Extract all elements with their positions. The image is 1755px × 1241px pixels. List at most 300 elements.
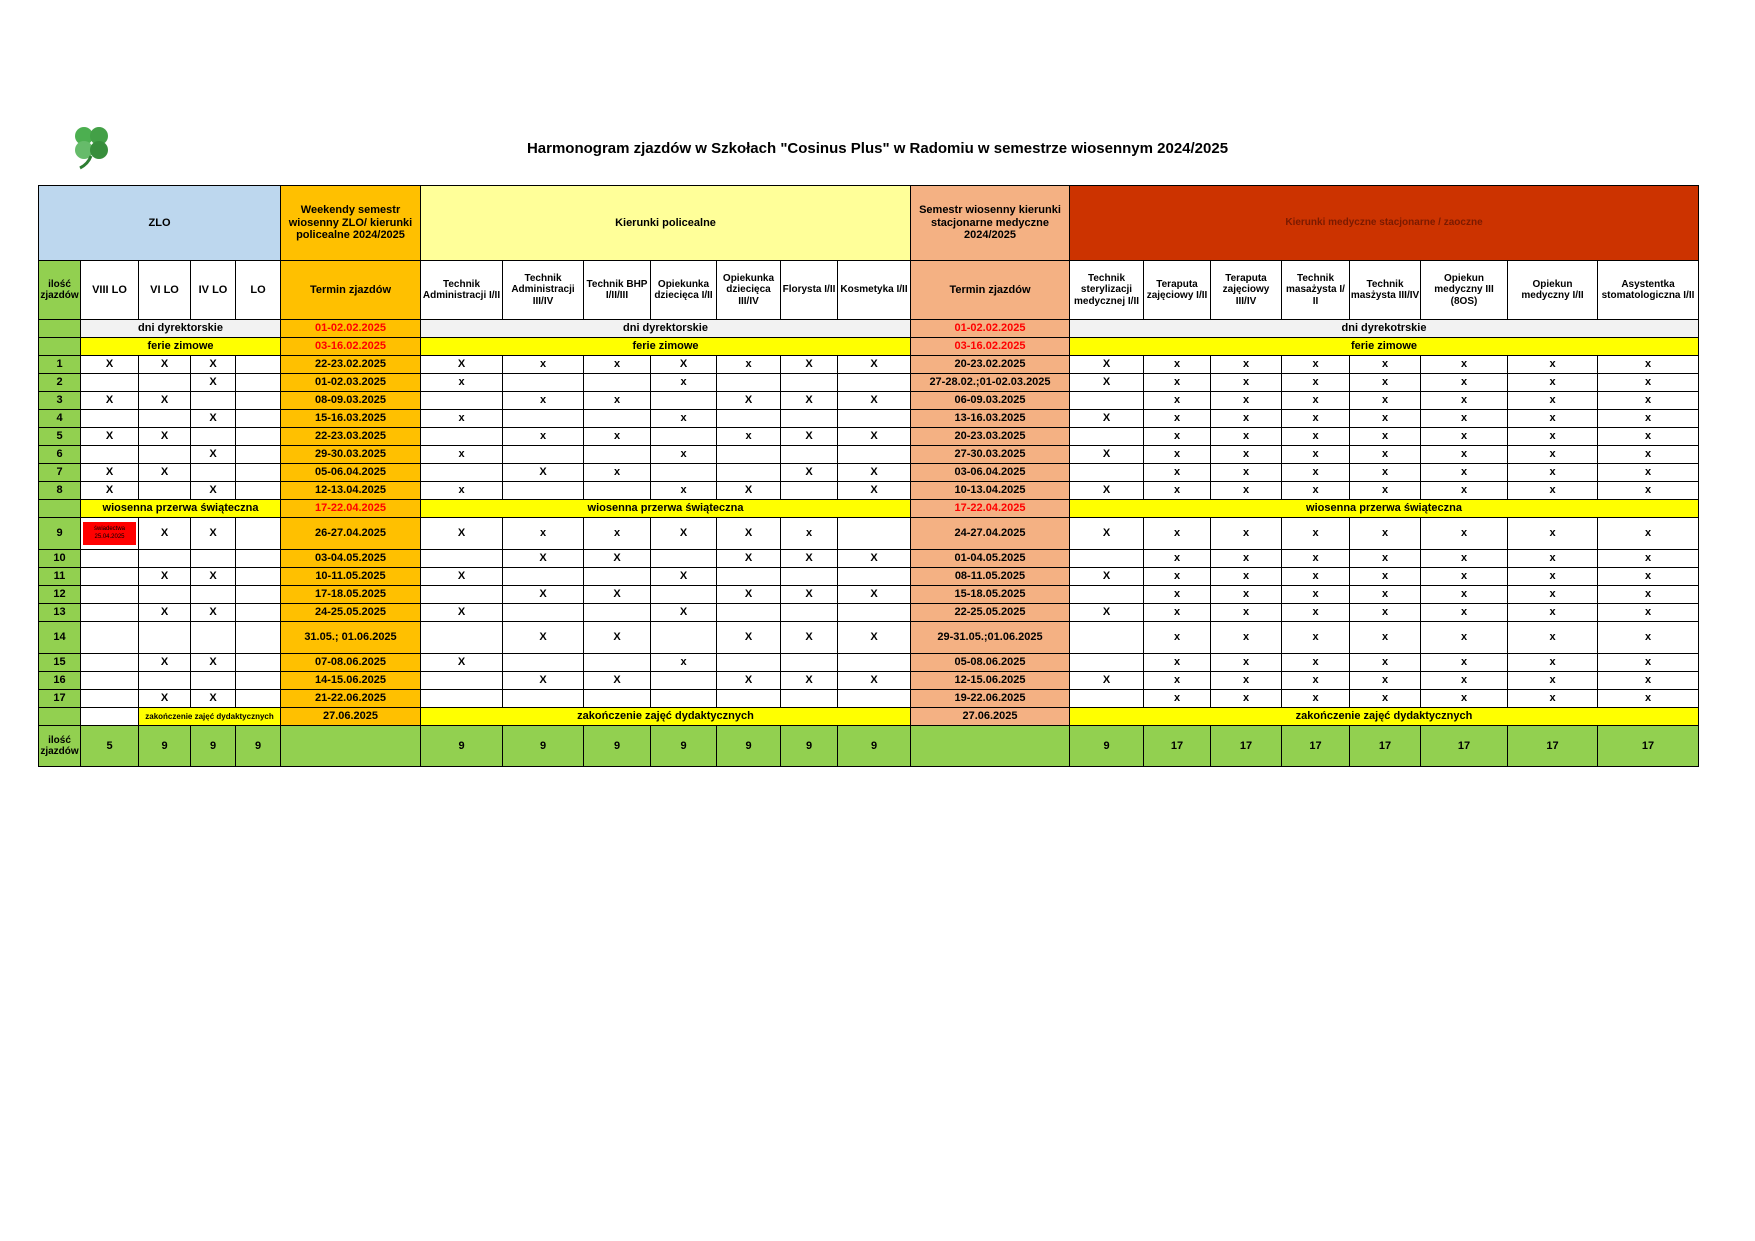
medyczne-mark-cell: x <box>1598 690 1699 708</box>
medyczne-mark-cell: x <box>1598 672 1699 690</box>
header-medyczne-col: Technik masażysta I/ II <box>1282 261 1350 320</box>
medyczne-mark-cell: x <box>1144 482 1211 500</box>
zlo-mark-cell: X <box>139 654 191 672</box>
policealne-mark-cell: x <box>503 518 584 550</box>
zlo-mark-cell <box>236 690 281 708</box>
policealne-mark-cell: X <box>838 586 911 604</box>
policealne-mark-cell: X <box>717 550 781 568</box>
policealne-mark-cell: X <box>717 518 781 550</box>
header-zlo: ZLO <box>39 186 281 261</box>
policealne-mark-cell <box>717 374 781 392</box>
row-number-cell: 1 <box>39 356 81 374</box>
termin-date-cell: 14-15.06.2025 <box>281 672 421 690</box>
special-row <box>39 500 1699 518</box>
header-medyczne-col: Asystentka stomatologiczna I/II <box>1598 261 1699 320</box>
policealne-mark-cell <box>717 464 781 482</box>
policealne-mark-cell: x <box>584 518 651 550</box>
medyczne-mark-cell: x <box>1350 356 1421 374</box>
special-date: 17-22.04.2025 <box>281 500 421 518</box>
policealne-mark-cell <box>651 428 717 446</box>
header-medyczne: Kierunki medyczne stacjonarne / zaoczne <box>1070 186 1699 261</box>
policealne-mark-cell <box>421 464 503 482</box>
special-label-zlo: zakończenie zajęć dydaktycznych <box>139 708 281 726</box>
zlo-mark-cell <box>236 672 281 690</box>
medyczne-mark-cell: x <box>1350 690 1421 708</box>
zlo-mark-cell <box>236 604 281 622</box>
row-number-cell: 8 <box>39 482 81 500</box>
medyczne-mark-cell: x <box>1282 550 1350 568</box>
medyczne-mark-cell <box>1070 428 1144 446</box>
policealne-mark-cell <box>838 410 911 428</box>
zlo-mark-cell: X <box>139 690 191 708</box>
medyczne-mark-cell: x <box>1144 586 1211 604</box>
zlo-mark-cell <box>236 446 281 464</box>
medyczne-mark-cell: x <box>1421 464 1508 482</box>
medyczne-mark-cell: x <box>1211 410 1282 428</box>
medyczne-mark-cell: x <box>1282 586 1350 604</box>
zlo-mark-cell <box>139 374 191 392</box>
header-policealne-col: Technik BHP I/II/III <box>584 261 651 320</box>
medyczne-mark-cell: x <box>1508 446 1598 464</box>
table-row <box>39 622 1699 654</box>
medyczne-mark-cell: x <box>1144 446 1211 464</box>
policealne-mark-cell <box>503 374 584 392</box>
medyczne-mark-cell: x <box>1508 518 1598 550</box>
header-termin-zjazdow: Termin zjazdów <box>281 261 421 320</box>
termin-date-med-cell: 22-25.05.2025 <box>911 604 1070 622</box>
row-number-cell: 16 <box>39 672 81 690</box>
zlo-mark-cell <box>81 586 139 604</box>
table-row <box>39 428 1699 446</box>
medyczne-mark-cell: x <box>1421 410 1508 428</box>
zlo-mark-cell <box>139 482 191 500</box>
policealne-mark-cell <box>838 604 911 622</box>
termin-date-med-cell: 27-30.03.2025 <box>911 446 1070 464</box>
row-number-cell: 4 <box>39 410 81 428</box>
medyczne-mark-cell: X <box>1070 518 1144 550</box>
medyczne-mark-cell: x <box>1144 604 1211 622</box>
medyczne-mark-cell: x <box>1598 446 1699 464</box>
table-row <box>39 690 1699 708</box>
policealne-mark-cell: x <box>503 428 584 446</box>
medyczne-mark-cell: x <box>1211 446 1282 464</box>
termin-date-cell: 24-25.05.2025 <box>281 604 421 622</box>
policealne-mark-cell <box>421 672 503 690</box>
medyczne-mark-cell: x <box>1211 622 1282 654</box>
policealne-mark-cell: X <box>838 356 911 374</box>
row-number-cell: 15 <box>39 654 81 672</box>
header-medyczne-col: Technik masżysta III/IV <box>1350 261 1421 320</box>
medyczne-mark-cell: x <box>1598 464 1699 482</box>
zlo-mark-cell <box>236 392 281 410</box>
medyczne-mark-cell: X <box>1070 482 1144 500</box>
policealne-mark-cell <box>838 446 911 464</box>
zlo-mark-cell: X <box>139 356 191 374</box>
medyczne-mark-cell: x <box>1350 604 1421 622</box>
total-medyczne-cell: 17 <box>1144 726 1211 767</box>
zlo-mark-cell: X <box>191 568 236 586</box>
policealne-mark-cell <box>421 550 503 568</box>
medyczne-mark-cell: x <box>1211 568 1282 586</box>
medyczne-mark-cell: x <box>1211 550 1282 568</box>
policealne-mark-cell <box>717 446 781 464</box>
medyczne-mark-cell: x <box>1282 568 1350 586</box>
termin-date-med-cell: 20-23.02.2025 <box>911 356 1070 374</box>
medyczne-mark-cell: x <box>1598 654 1699 672</box>
medyczne-mark-cell: x <box>1508 550 1598 568</box>
zlo-mark-cell: X <box>139 464 191 482</box>
special-row <box>39 320 1699 338</box>
medyczne-mark-cell <box>1070 464 1144 482</box>
policealne-mark-cell: X <box>781 356 838 374</box>
medyczne-mark-cell: x <box>1598 622 1699 654</box>
policealne-mark-cell: x <box>421 410 503 428</box>
medyczne-mark-cell: x <box>1421 622 1508 654</box>
medyczne-mark-cell: x <box>1282 672 1350 690</box>
medyczne-mark-cell: x <box>1144 654 1211 672</box>
medyczne-mark-cell: x <box>1508 428 1598 446</box>
policealne-mark-cell: X <box>503 586 584 604</box>
medyczne-mark-cell: x <box>1282 428 1350 446</box>
policealne-mark-cell: X <box>717 622 781 654</box>
medyczne-mark-cell: x <box>1211 392 1282 410</box>
policealne-mark-cell <box>838 690 911 708</box>
policealne-mark-cell: x <box>584 356 651 374</box>
policealne-mark-cell: x <box>651 374 717 392</box>
zlo-mark-cell <box>139 672 191 690</box>
policealne-mark-cell <box>584 604 651 622</box>
medyczne-mark-cell: X <box>1070 374 1144 392</box>
zlo-mark-cell: X <box>139 428 191 446</box>
termin-date-cell: 07-08.06.2025 <box>281 654 421 672</box>
certificate-note: świadectwa 25.04.2025 <box>83 522 136 546</box>
policealne-mark-cell <box>503 690 584 708</box>
termin-date-med-cell: 24-27.04.2025 <box>911 518 1070 550</box>
policealne-mark-cell <box>584 482 651 500</box>
policealne-mark-cell <box>651 586 717 604</box>
zlo-mark-cell <box>81 410 139 428</box>
termin-date-cell: 21-22.06.2025 <box>281 690 421 708</box>
row-number-cell <box>39 500 81 518</box>
medyczne-mark-cell: x <box>1144 690 1211 708</box>
row-number-cell <box>39 320 81 338</box>
medyczne-mark-cell: x <box>1421 374 1508 392</box>
medyczne-mark-cell: x <box>1282 392 1350 410</box>
policealne-mark-cell <box>584 568 651 586</box>
special-date: 27.06.2025 <box>281 708 421 726</box>
special-label-policealne: ferie zimowe <box>421 338 911 356</box>
row-number-cell: 6 <box>39 446 81 464</box>
total-medyczne-cell: 17 <box>1282 726 1350 767</box>
policealne-mark-cell: X <box>781 672 838 690</box>
medyczne-mark-cell: X <box>1070 568 1144 586</box>
medyczne-mark-cell: x <box>1421 654 1508 672</box>
special-label-medyczne: wiosenna przerwa świąteczna <box>1070 500 1699 518</box>
policealne-mark-cell: X <box>651 604 717 622</box>
zlo-mark-cell <box>81 622 139 654</box>
table-row <box>39 446 1699 464</box>
header-semestr-medyczne: Semestr wiosenny kierunki stacjonarne medyczne 2024/2025 <box>911 186 1070 261</box>
medyczne-mark-cell: x <box>1144 374 1211 392</box>
zlo-mark-cell: X <box>191 518 236 550</box>
row-number-cell: 13 <box>39 604 81 622</box>
policealne-mark-cell: X <box>503 550 584 568</box>
termin-date-med-cell: 03-06.04.2025 <box>911 464 1070 482</box>
termin-date-cell: 05-06.04.2025 <box>281 464 421 482</box>
policealne-mark-cell <box>503 654 584 672</box>
termin-date-med-cell: 06-09.03.2025 <box>911 392 1070 410</box>
medyczne-mark-cell <box>1070 690 1144 708</box>
medyczne-mark-cell: x <box>1282 622 1350 654</box>
table-row <box>39 410 1699 428</box>
policealne-mark-cell: x <box>651 446 717 464</box>
special-label-medyczne: dni dyrekotrskie <box>1070 320 1699 338</box>
policealne-mark-cell <box>503 446 584 464</box>
policealne-mark-cell <box>651 622 717 654</box>
zlo-mark-cell <box>139 410 191 428</box>
medyczne-mark-cell: x <box>1282 482 1350 500</box>
zlo-mark-cell <box>81 654 139 672</box>
policealne-mark-cell: X <box>651 356 717 374</box>
medyczne-mark-cell: x <box>1282 374 1350 392</box>
termin-date-cell: 08-09.03.2025 <box>281 392 421 410</box>
medyczne-mark-cell: x <box>1598 604 1699 622</box>
medyczne-mark-cell: x <box>1282 410 1350 428</box>
header-medyczne-col: Technik sterylizacji medycznej I/II <box>1070 261 1144 320</box>
medyczne-mark-cell: x <box>1211 586 1282 604</box>
policealne-mark-cell: X <box>838 550 911 568</box>
policealne-mark-cell <box>781 482 838 500</box>
termin-date-med-cell: 27-28.02.;01-02.03.2025 <box>911 374 1070 392</box>
header-weekendy: Weekendy semestr wiosenny ZLO/ kierunki policealne 2024/2025 <box>281 186 421 261</box>
total-medyczne-cell: 17 <box>1508 726 1598 767</box>
table-row <box>39 356 1699 374</box>
medyczne-mark-cell: x <box>1598 428 1699 446</box>
total-policealne-cell: 9 <box>781 726 838 767</box>
row-number-cell: 3 <box>39 392 81 410</box>
policealne-mark-cell <box>584 410 651 428</box>
medyczne-mark-cell: X <box>1070 410 1144 428</box>
termin-date-med-cell: 29-31.05.;01.06.2025 <box>911 622 1070 654</box>
total-policealne-cell: 9 <box>584 726 651 767</box>
zlo-mark-cell <box>139 622 191 654</box>
policealne-mark-cell <box>651 690 717 708</box>
termin-date-cell: 17-18.05.2025 <box>281 586 421 604</box>
zlo-mark-cell <box>236 586 281 604</box>
medyczne-mark-cell: x <box>1508 604 1598 622</box>
header-zlo-col: VIII LO <box>81 261 139 320</box>
medyczne-mark-cell: x <box>1598 550 1699 568</box>
medyczne-mark-cell: x <box>1508 622 1598 654</box>
policealne-mark-cell <box>421 586 503 604</box>
medyczne-mark-cell: x <box>1598 568 1699 586</box>
medyczne-mark-cell <box>1070 392 1144 410</box>
zlo-mark-cell <box>81 568 139 586</box>
header-medyczne-col: Teraputa zajęciowy I/II <box>1144 261 1211 320</box>
row-number-cell: 11 <box>39 568 81 586</box>
medyczne-mark-cell: x <box>1282 690 1350 708</box>
totals-row <box>39 726 1699 767</box>
medyczne-mark-cell: x <box>1508 568 1598 586</box>
medyczne-mark-cell: x <box>1350 428 1421 446</box>
row-number-cell: 2 <box>39 374 81 392</box>
medyczne-mark-cell: x <box>1598 356 1699 374</box>
policealne-mark-cell: x <box>651 654 717 672</box>
zlo-mark-cell <box>81 604 139 622</box>
termin-date-med-cell: 05-08.06.2025 <box>911 654 1070 672</box>
policealne-mark-cell: X <box>781 586 838 604</box>
zlo-mark-cell <box>191 392 236 410</box>
zlo-mark-cell <box>139 586 191 604</box>
zlo-mark-cell <box>81 672 139 690</box>
termin-date-med-cell: 01-04.05.2025 <box>911 550 1070 568</box>
zlo-mark-cell: X <box>139 392 191 410</box>
policealne-mark-cell <box>651 464 717 482</box>
medyczne-mark-cell: x <box>1350 392 1421 410</box>
policealne-mark-cell <box>503 410 584 428</box>
policealne-mark-cell: X <box>421 356 503 374</box>
policealne-mark-cell: x <box>421 482 503 500</box>
policealne-mark-cell <box>781 604 838 622</box>
medyczne-mark-cell: x <box>1144 392 1211 410</box>
policealne-mark-cell: X <box>584 586 651 604</box>
schedule-table <box>38 185 1699 767</box>
policealne-mark-cell: x <box>651 410 717 428</box>
policealne-mark-cell: X <box>717 586 781 604</box>
special-date-med: 27.06.2025 <box>911 708 1070 726</box>
medyczne-mark-cell <box>1070 586 1144 604</box>
termin-date-med-cell: 19-22.06.2025 <box>911 690 1070 708</box>
zlo-mark-cell: X <box>139 604 191 622</box>
medyczne-mark-cell: x <box>1350 518 1421 550</box>
special-date: 01-02.02.2025 <box>281 320 421 338</box>
policealne-mark-cell: X <box>421 604 503 622</box>
zlo-mark-cell: X <box>191 374 236 392</box>
table-row <box>39 654 1699 672</box>
medyczne-mark-cell: x <box>1598 482 1699 500</box>
policealne-mark-cell <box>421 428 503 446</box>
medyczne-mark-cell: x <box>1350 464 1421 482</box>
termin-date-cell: 29-30.03.2025 <box>281 446 421 464</box>
medyczne-mark-cell: x <box>1508 482 1598 500</box>
zlo-mark-cell <box>236 550 281 568</box>
medyczne-mark-cell: x <box>1508 586 1598 604</box>
medyczne-mark-cell: x <box>1211 428 1282 446</box>
policealne-mark-cell: X <box>838 622 911 654</box>
policealne-mark-cell <box>838 374 911 392</box>
policealne-mark-cell: X <box>421 568 503 586</box>
medyczne-mark-cell: x <box>1144 428 1211 446</box>
row-number-cell: 14 <box>39 622 81 654</box>
policealne-mark-cell: X <box>781 428 838 446</box>
policealne-mark-cell <box>651 672 717 690</box>
zlo-mark-cell <box>191 550 236 568</box>
medyczne-mark-cell: x <box>1350 586 1421 604</box>
zlo-mark-cell: X <box>81 392 139 410</box>
policealne-mark-cell: X <box>421 518 503 550</box>
medyczne-mark-cell: X <box>1070 672 1144 690</box>
row-number-cell: 7 <box>39 464 81 482</box>
policealne-mark-cell <box>781 374 838 392</box>
termin-date-cell: 12-13.04.2025 <box>281 482 421 500</box>
header-row-groups <box>39 186 1699 261</box>
policealne-mark-cell: X <box>781 392 838 410</box>
row-number-cell: 5 <box>39 428 81 446</box>
total-policealne-cell: 9 <box>651 726 717 767</box>
medyczne-mark-cell: X <box>1070 604 1144 622</box>
header-zlo-col: LO <box>236 261 281 320</box>
policealne-mark-cell: X <box>838 428 911 446</box>
total-medyczne-cell: 9 <box>1070 726 1144 767</box>
total-zlo-cell: 9 <box>191 726 236 767</box>
table-row <box>39 604 1699 622</box>
special-date-med: 17-22.04.2025 <box>911 500 1070 518</box>
medyczne-mark-cell: x <box>1144 464 1211 482</box>
medyczne-mark-cell: x <box>1598 392 1699 410</box>
medyczne-mark-cell: x <box>1421 356 1508 374</box>
policealne-mark-cell: X <box>651 568 717 586</box>
header-zlo-col: VI LO <box>139 261 191 320</box>
policealne-mark-cell: x <box>651 482 717 500</box>
zlo-mark-cell <box>236 464 281 482</box>
policealne-mark-cell: x <box>584 464 651 482</box>
policealne-mark-cell: X <box>584 550 651 568</box>
row-number-cell: 10 <box>39 550 81 568</box>
special-label-zlo: dni dyrektorskie <box>81 320 281 338</box>
medyczne-mark-cell: x <box>1508 464 1598 482</box>
policealne-mark-cell: X <box>503 672 584 690</box>
medyczne-mark-cell: x <box>1211 518 1282 550</box>
medyczne-mark-cell: x <box>1421 392 1508 410</box>
termin-date-cell: 15-16.03.2025 <box>281 410 421 428</box>
policealne-mark-cell: X <box>717 392 781 410</box>
policealne-mark-cell: X <box>717 672 781 690</box>
medyczne-mark-cell: x <box>1508 690 1598 708</box>
policealne-mark-cell <box>503 604 584 622</box>
zlo-mark-cell <box>236 518 281 550</box>
policealne-mark-cell: X <box>584 622 651 654</box>
policealne-mark-cell: x <box>421 446 503 464</box>
row-number-cell: 12 <box>39 586 81 604</box>
total-zlo-cell: 9 <box>236 726 281 767</box>
totals-label: ilość zjazdów <box>39 726 81 767</box>
policealne-mark-cell <box>651 550 717 568</box>
termin-date-med-cell: 08-11.05.2025 <box>911 568 1070 586</box>
policealne-mark-cell <box>584 690 651 708</box>
total-policealne-cell: 9 <box>717 726 781 767</box>
policealne-mark-cell <box>781 410 838 428</box>
medyczne-mark-cell: x <box>1508 392 1598 410</box>
policealne-mark-cell <box>503 568 584 586</box>
medyczne-mark-cell: x <box>1350 622 1421 654</box>
medyczne-mark-cell: x <box>1508 356 1598 374</box>
policealne-mark-cell <box>717 568 781 586</box>
zlo-mark-cell <box>236 568 281 586</box>
total-medyczne-cell: 17 <box>1211 726 1282 767</box>
medyczne-mark-cell: x <box>1144 550 1211 568</box>
zlo-mark-cell: X <box>191 604 236 622</box>
header-policealne-col: Opiekunka dziecięca III/IV <box>717 261 781 320</box>
policealne-mark-cell: X <box>503 622 584 654</box>
page-title: Harmonogram zjazdów w Szkołach "Cosinus Plus" w Radomiu w semestrze wiosennym 2024/2025 <box>526 140 1229 157</box>
special-date-med: 03-16.02.2025 <box>911 338 1070 356</box>
medyczne-mark-cell: x <box>1421 586 1508 604</box>
zlo-mark-cell <box>236 482 281 500</box>
medyczne-mark-cell: x <box>1508 654 1598 672</box>
header-zlo-col: IV LO <box>191 261 236 320</box>
zlo-mark-cell: X <box>191 410 236 428</box>
special-label-policealne: dni dyrektorskie <box>421 320 911 338</box>
